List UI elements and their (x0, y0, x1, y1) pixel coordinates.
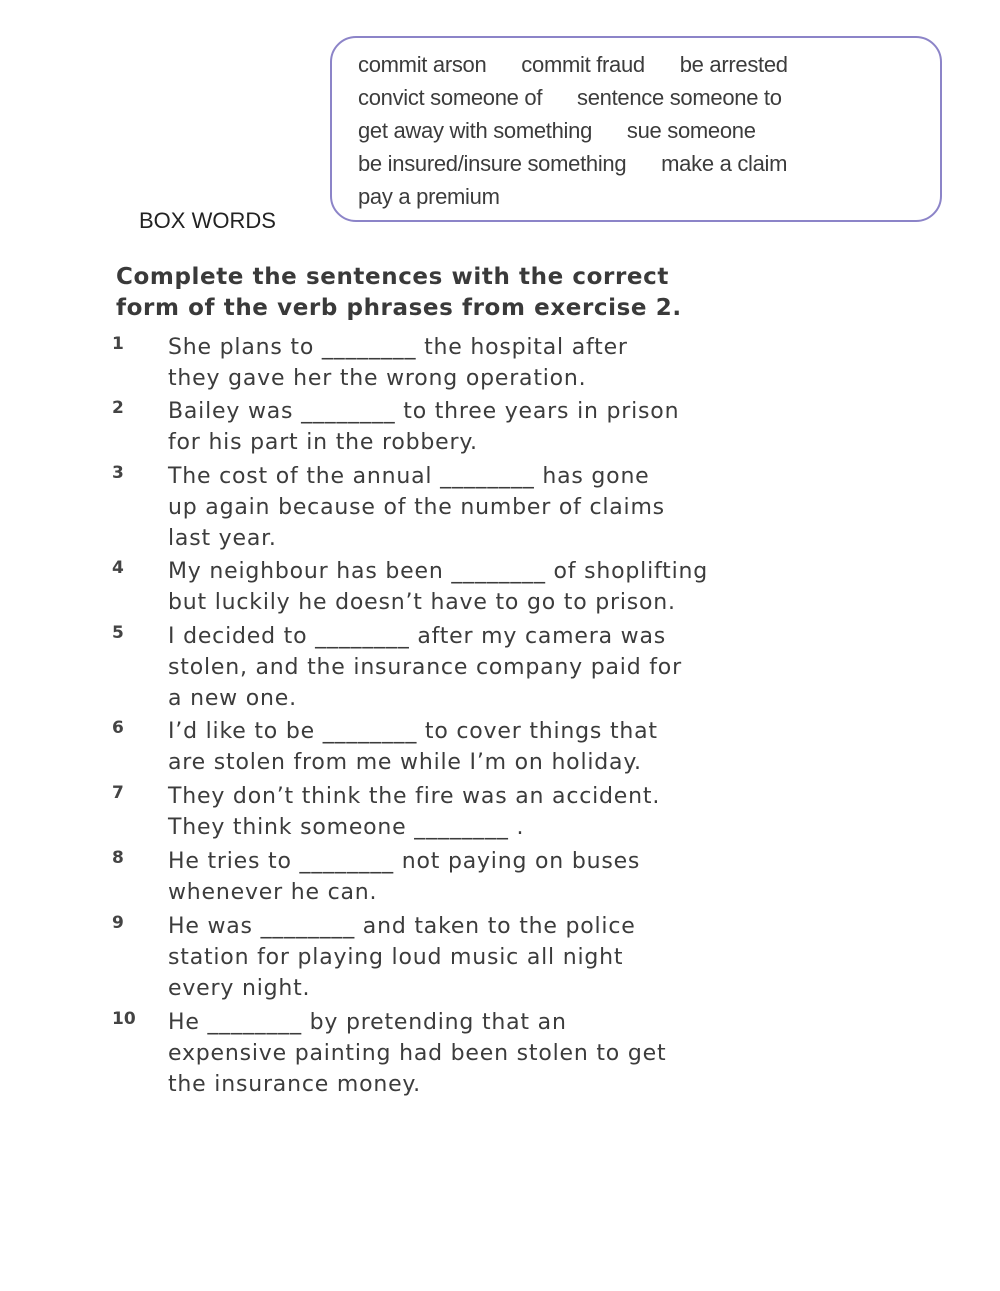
exercise-line: I decided to ________ after my camera was (168, 624, 667, 649)
exercise-line: expensive painting had been stolen to get (168, 1041, 667, 1066)
word-box-line: pay a premium (358, 184, 500, 209)
exercise-number: 4 (112, 558, 124, 578)
exercise-number: 10 (112, 1009, 136, 1029)
exercise-number: 7 (112, 783, 124, 803)
exercise-number: 3 (112, 463, 124, 483)
exercise-text (168, 556, 708, 618)
exercise-text (168, 846, 640, 908)
exercise-line: He tries to ________ not paying on buses (168, 849, 641, 874)
exercise-number: 6 (112, 718, 124, 738)
exercise-line: The cost of the annual ________ has gone (168, 464, 650, 489)
exercise-text (168, 716, 658, 778)
exercise-line: Bailey was ________ to three years in prison (168, 399, 680, 424)
exercise-text (168, 396, 679, 458)
word-box-line: get away with something sue someone (358, 118, 756, 143)
exercise-number: 9 (112, 913, 124, 933)
exercise-line: He ________ by pretending that an (168, 1010, 567, 1035)
exercise-line: the insurance money. (168, 1072, 421, 1097)
exercise-number: 5 (112, 623, 124, 643)
exercise-line: but luckily he doesn’t have to go to prison. (168, 590, 676, 615)
exercise-line: station for playing loud music all night (168, 945, 624, 970)
exercise-line: She plans to ________ the hospital after (168, 335, 628, 360)
exercise-text (168, 621, 682, 714)
exercise-line: He was ________ and taken to the police (168, 914, 636, 939)
exercise-line: whenever he can. (168, 880, 378, 905)
exercise-line: They think someone ________ . (168, 815, 525, 840)
word-box (330, 36, 942, 222)
instructions-line: Complete the sentences with the correct (116, 264, 669, 290)
exercise-line: up again because of the number of claims (168, 495, 665, 520)
instructions (116, 262, 816, 324)
exercise-number: 8 (112, 848, 124, 868)
exercise-text (168, 461, 665, 554)
exercise-line: I’d like to be ________ to cover things that (168, 719, 658, 744)
exercise-line: for his part in the robbery. (168, 430, 478, 455)
exercise-line: a new one. (168, 686, 297, 711)
exercise-text (168, 1007, 666, 1100)
exercise-number: 1 (112, 334, 124, 354)
exercise-line: stolen, and the insurance company paid for (168, 655, 682, 680)
exercise-text (168, 781, 660, 843)
word-box-line: convict someone of sentence someone to (358, 85, 782, 110)
exercise-line: are stolen from me while I’m on holiday. (168, 750, 642, 775)
exercise-line: last year. (168, 526, 277, 551)
exercise-number: 2 (112, 398, 124, 418)
exercise-line: My neighbour has been ________ of shoplifting (168, 559, 709, 584)
exercise-line: They don’t think the fire was an accident. (168, 784, 661, 809)
exercise-line: every night. (168, 976, 311, 1001)
exercise-line: they gave her the wrong operation. (168, 366, 587, 391)
exercise-text (168, 332, 628, 394)
exercise-text (168, 911, 636, 1004)
word-box-line: commit arson commit fraud be arrested (358, 52, 788, 77)
word-box-line: be insured/insure something make a claim (358, 151, 788, 176)
box-words-label: BOX WORDS (139, 208, 276, 233)
instructions-line: form of the verb phrases from exercise 2. (116, 295, 682, 321)
